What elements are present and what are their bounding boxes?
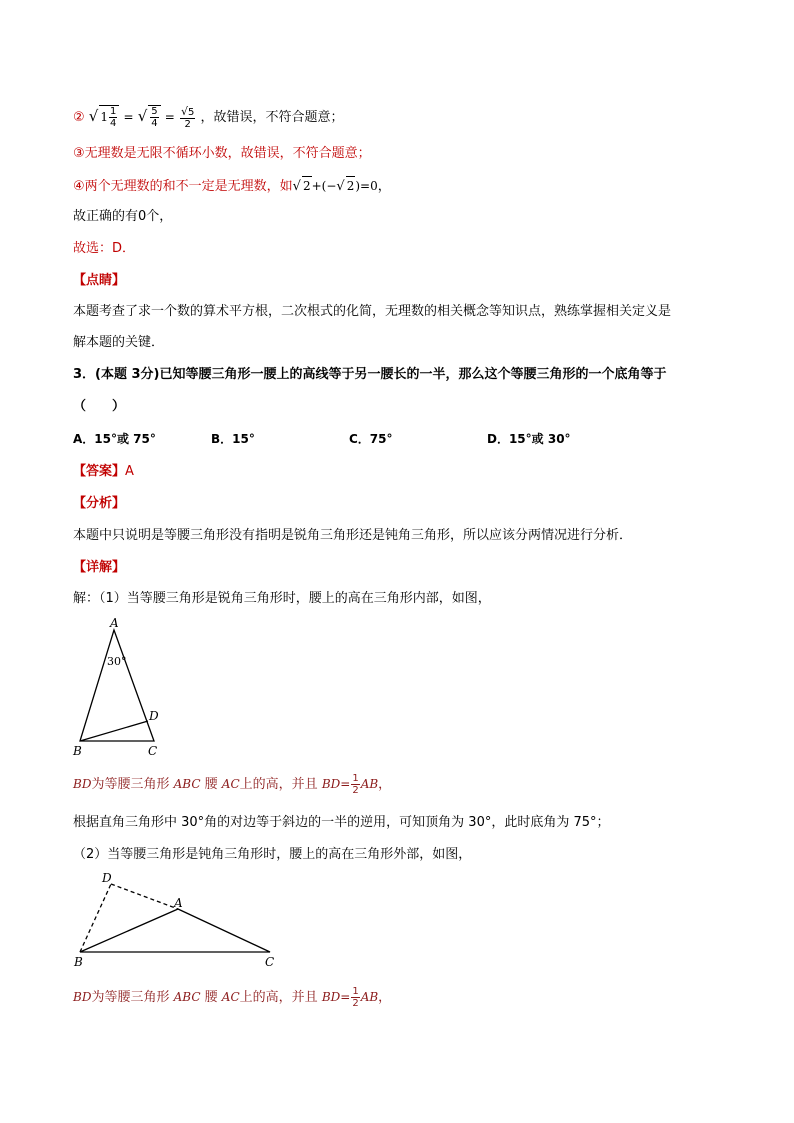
- choice-text: 故选：D．: [73, 241, 136, 256]
- case-2-text: （2）当等腰三角形是钝角三角形时，腰上的高在三角形外部，如图，: [73, 847, 472, 862]
- conclusion-line: 故正确的有0个，: [73, 209, 173, 224]
- reason-line: 根据直角三角形中 30°角的对边等于斜边的一半的逆用，可知顶角为 30°，此时底角为 75°；: [73, 815, 610, 830]
- fraction-half-2: $\frac{1}{2}$: [352, 986, 359, 1009]
- dashed-bd: [80, 884, 111, 952]
- label-a-2: A: [174, 896, 183, 910]
- fraction-1-4: $\frac{1}{4}$: [110, 106, 117, 129]
- item-4-line: ④两个无理数的和不一定是无理数，如√ 2+(−√ 2)=0，: [73, 176, 391, 196]
- label-c-1: C: [148, 744, 158, 758]
- item-2-line: [73, 105, 344, 130]
- dashed-da: [111, 884, 178, 909]
- bd-statement-1: BD为等腰三角形 ABC 腰 AC上的高，并且 BD= $\frac{1}{2}$ AB，: [73, 773, 392, 796]
- figure-acute-triangle: [70, 615, 170, 760]
- label-d-2: D: [102, 871, 112, 885]
- bd-statement-2: BD为等腰三角形 ABC 腰 AC上的高，并且 BD= $\frac{1}{2}$ AB，: [73, 986, 392, 1009]
- triangle-abc-1: [80, 630, 154, 741]
- math-equals: =: [123, 110, 134, 124]
- fenxi-text: 本题中只说明是等腰三角形没有指明是锐角三角形还是钝角三角形，所以应该分两情况进行分析．: [73, 528, 633, 543]
- label-c-2: C: [265, 955, 275, 969]
- item-3-line: ③无理数是无限不循环小数，故错误，不符合题意；: [73, 146, 371, 161]
- radicand-mixed: [99, 105, 119, 129]
- dianjing-label: 【点睛】: [73, 273, 126, 288]
- triangle-abc-2: [80, 909, 270, 952]
- answer-value: A: [125, 464, 134, 479]
- dianjing-text-2: 解本题的关键．: [73, 335, 165, 350]
- option-c: C．75°: [349, 432, 393, 446]
- item-2-prefix: ②: [73, 110, 85, 125]
- math-equals-2: =: [164, 110, 175, 124]
- answer-label: 【答案】: [73, 464, 126, 479]
- fenxi-label: 【分析】: [73, 496, 126, 511]
- question-3-stem: 3．(本题 3分)已知等腰三角形一腰上的高线等于另一腰长的一半，那么这个等腰三角形的一个底角等于: [73, 367, 667, 382]
- item-4-text: ④两个无理数的和不一定是无理数，如: [73, 179, 293, 194]
- label-b-2: B: [74, 955, 83, 969]
- dianjing-text-1: 本题考查了求一个数的算术平方根，二次根式的化简，无理数的相关概念等知识点，熟练掌握相关定义是: [73, 304, 672, 319]
- fraction-half-1: $\frac{1}{2}$: [352, 773, 359, 796]
- answer-line: [73, 463, 134, 481]
- xiangjie-label: 【详解】: [73, 560, 126, 575]
- fraction-sqrt5-2: $\frac{√5}{2}$: [181, 104, 195, 130]
- question-3-blank: （ ）: [73, 399, 126, 414]
- radical-sign: √: [88, 107, 99, 125]
- radical-sign-2: √: [137, 107, 148, 125]
- label-b-1: B: [73, 744, 82, 758]
- choice-line: [73, 240, 135, 258]
- item-2-suffix: ，故错误，不符合题意；: [200, 110, 344, 125]
- altitude-bd-1: [80, 721, 148, 741]
- option-a: A．15°或 75°: [73, 432, 156, 446]
- item-4-math: √ 2+(−√ 2)=0: [293, 179, 378, 193]
- figure-obtuse-triangle: [70, 868, 285, 973]
- math-one: 1: [100, 110, 108, 124]
- angle-30-label: 30°: [107, 655, 127, 668]
- label-a-1: A: [110, 616, 119, 630]
- case-1-text: 解：（1）当等腰三角形是锐角三角形时，腰上的高在三角形内部，如图，: [73, 591, 491, 606]
- radicand-fraction: $\frac{5}{4}$: [148, 105, 160, 129]
- option-d: D．15°或 30°: [487, 432, 571, 446]
- option-b: B．15°: [211, 432, 255, 446]
- label-d-1: D: [149, 709, 159, 723]
